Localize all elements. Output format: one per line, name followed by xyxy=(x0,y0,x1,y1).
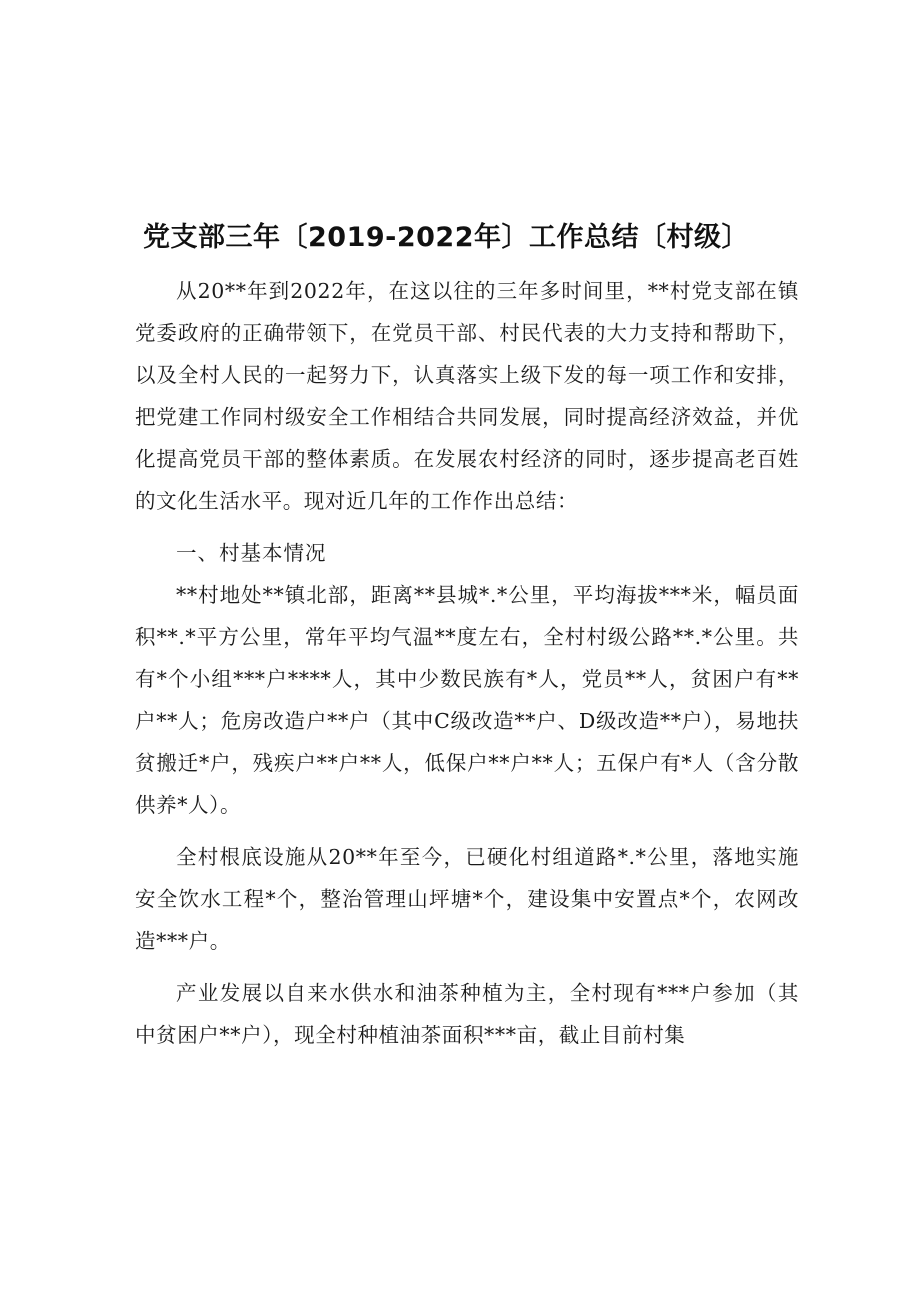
basic-info-paragraph: **村地处**镇北部，距离**县城*.*公里，平均海拔***米，幅员面积**.*平方公里，常年平均气温**度左右，全村村级公路**.*公里。共有*个小组***户****人，其中少数民族有*人，党员**人，贫困户有**户**人；危房改造户**户（其中C级改造**户、D级改造**户），易地扶贫搬迁*户，残疾户**户**人，低保户**户**人；五保户有*人（含分散供养*人）。 xyxy=(135,583,799,817)
document-title: 党支部三年〔2019-2022年〕工作总结〔村级〕 xyxy=(143,222,749,253)
document-body xyxy=(135,270,799,1056)
infrastructure-paragraph: 全村根底设施从20**年至今，已硬化村组道路*.*公里，落地实施安全饮水工程*个，整治管理山坪塘*个，建设集中安置点*个，农网改造***户。 xyxy=(135,845,799,953)
section-heading-basic-info: 一、村基本情况 xyxy=(176,541,327,565)
industry-paragraph: 产业发展以自来水供水和油茶种植为主，全村现有***户参加（其中贫困户**户），现全村种植油茶面积***亩，截止目前村集 xyxy=(135,981,799,1047)
intro-paragraph: 从20**年到2022年，在这以往的三年多时间里，**村党支部在镇党委政府的正确带领下，在党员干部、村民代表的大力支持和帮助下，以及全村人民的一起努力下，认真落实上级下发的每一项工作和安排，把党建工作同村级安全工作相结合共同发展，同时提高经济效益，并优化提高党员干部的整体素质。在发展农村经济的同时，逐步提高老百姓的文化生活水平。现对近几年的工作作出总结： xyxy=(135,279,799,513)
